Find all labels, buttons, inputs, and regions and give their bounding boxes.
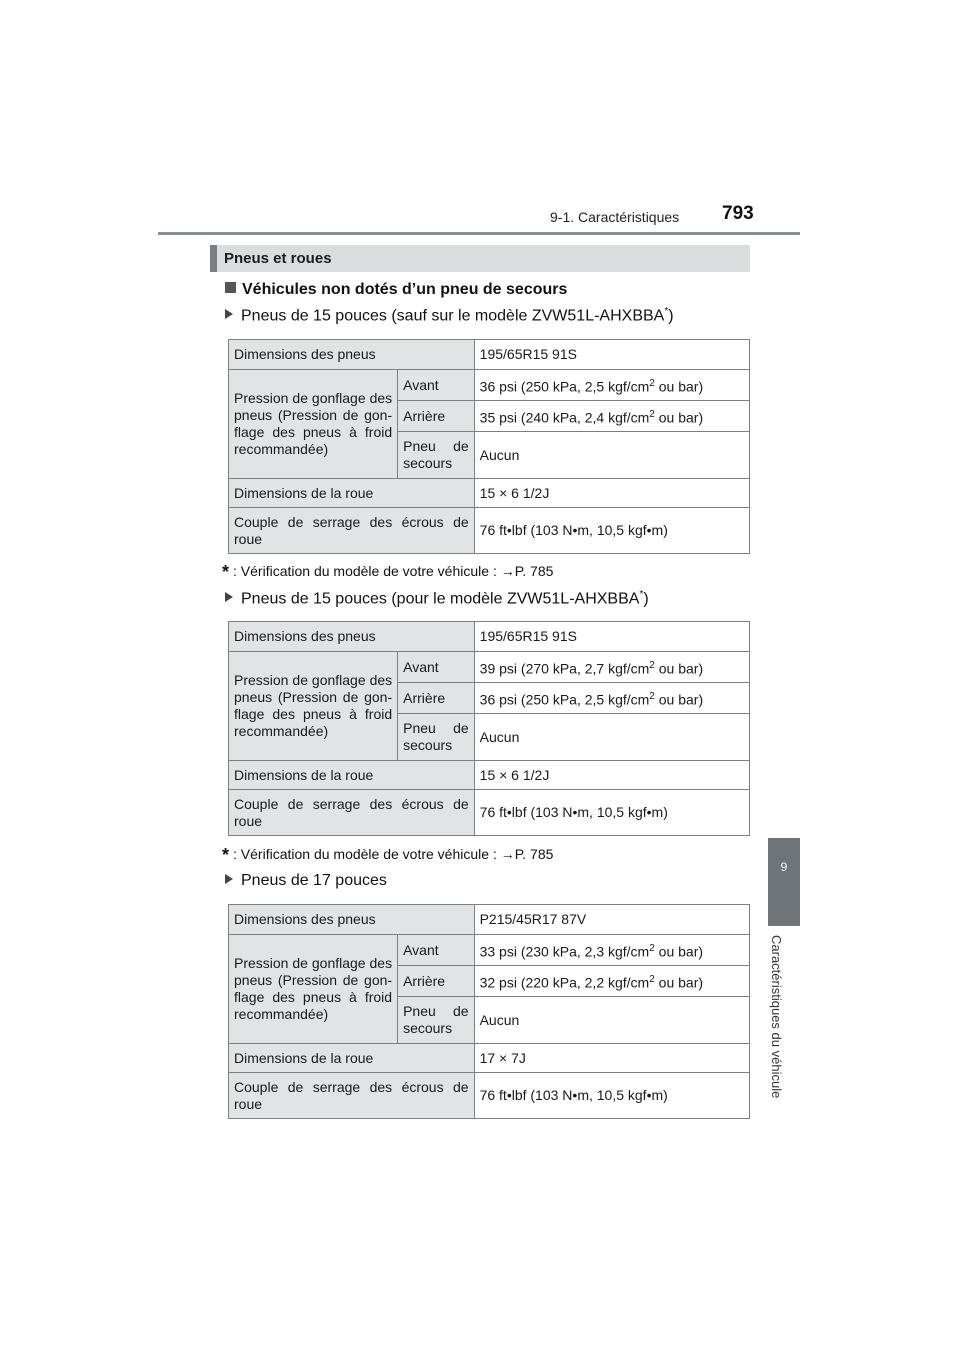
caption-end: ) [643,590,649,608]
front-label: Avant [398,652,475,683]
torque-value: 76 ft•lbf (103 N•m, 10,5 kgf•m) [474,790,749,836]
asterisk-mark: * [222,845,230,865]
chapter-tab [768,838,800,926]
front-label: Avant [398,935,475,966]
tire-spec-table [228,621,750,836]
subheading [225,281,567,299]
table-row [229,652,750,683]
pressure-text: 36 psi (250 kPa, 2,5 kgf/cm [479,691,650,708]
tire-size-value: 195/65R15 91S [474,340,749,370]
pressure-text: 32 psi (220 kPa, 2,2 kgf/cm [479,974,650,991]
front-pressure-value [474,370,749,401]
rear-label: Arrière [398,401,475,432]
superscript: 2 [649,408,655,420]
front-label: Avant [398,370,475,401]
table-caption [225,589,649,608]
wheel-size-value: 15 × 6 1/2J [474,479,749,508]
tire-size-label: Dimensions des pneus [229,905,475,935]
pressure-text: 33 psi (230 kPa, 2,3 kgf/cm [479,943,650,960]
torque-value: 76 ft•lbf (103 N•m, 10,5 kgf•m) [474,508,749,554]
superscript: 2 [649,942,655,954]
triangle-bullet-icon [225,592,233,602]
pressure-label: Pression de gonflage des pneus (Pression de gon-flage des pneus à froid recommandée) [229,370,398,479]
page-number: 793 [722,203,754,224]
tire-size-value: 195/65R15 91S [474,622,749,652]
asterisk-mark: * [639,589,644,600]
wheel-size-value: 17 × 7J [474,1044,749,1073]
rear-pressure-value [474,683,749,714]
torque-label: Couple de serrage des écrous de roue [229,1073,475,1119]
rear-pressure-value [474,966,749,997]
section-header: 9-1. Caractéristiques [550,209,680,225]
table-row [229,340,750,370]
section-title: Pneus et roues [224,250,332,267]
front-pressure-value [474,935,749,966]
pressure-tail: ou bar) [654,660,704,677]
footnote-text: : Vérification du modèle de votre véhicule : →P. 785 [233,563,554,579]
chapter-number: 9 [780,860,788,874]
table-caption [225,872,387,890]
wheel-size-label: Dimensions de la roue [229,1044,475,1073]
subheading-text: Véhicules non dotés d’un pneu de secours [242,281,568,298]
pressure-tail: ou bar) [654,691,704,708]
caption-end: ) [668,307,674,325]
torque-label: Couple de serrage des écrous de roue [229,790,475,836]
tire-size-value: P215/45R17 87V [474,905,749,935]
footnote-text: : Vérification du modèle de votre véhicule : →P. 785 [233,846,554,862]
caption-text: Pneus de 15 pouces (sauf sur le modèle ZVW51L-AHXBBA [241,307,665,325]
table-row [229,1073,750,1119]
tire-size-label: Dimensions des pneus [229,340,475,370]
table-row [229,508,750,554]
rear-label: Arrière [398,683,475,714]
header-divider [158,232,800,235]
table-row [229,790,750,836]
pressure-tail: ou bar) [654,943,704,960]
asterisk-mark: * [222,562,230,582]
pressure-label: Pression de gonflage des pneus (Pression de gon-flage des pneus à froid recommandée) [229,652,398,761]
footnote [222,845,553,866]
rear-label: Arrière [398,966,475,997]
pressure-label: Pression de gonflage des pneus (Pression de gon-flage des pneus à froid recommandée) [229,935,398,1044]
section-title-box [210,245,750,272]
wheel-size-value: 15 × 6 1/2J [474,761,749,790]
pressure-text: 36 psi (250 kPa, 2,5 kgf/cm [479,378,650,395]
pressure-tail: ou bar) [654,378,704,395]
caption-text: Pneus de 17 pouces [241,872,387,889]
torque-value: 76 ft•lbf (103 N•m, 10,5 kgf•m) [474,1073,749,1119]
chapter-label: Caractéristiques du véhicule [769,935,784,1099]
spare-label: Pneu de secours [398,714,475,761]
torque-label: Couple de serrage des écrous de roue [229,508,475,554]
pressure-tail: ou bar) [654,974,704,991]
superscript: 2 [649,659,655,671]
rear-pressure-value [474,401,749,432]
spare-value: Aucun [474,997,749,1044]
tire-spec-table [228,904,750,1119]
table-row [229,622,750,652]
table-row [229,935,750,966]
spare-value: Aucun [474,432,749,479]
front-pressure-value [474,652,749,683]
spare-value: Aucun [474,714,749,761]
footnote [222,562,553,583]
wheel-size-label: Dimensions de la roue [229,761,475,790]
superscript: 2 [649,690,655,702]
section-title-accent [210,245,217,272]
wheel-size-label: Dimensions de la roue [229,479,475,508]
asterisk-mark: * [664,306,669,317]
tire-spec-table [228,339,750,554]
pressure-tail: ou bar) [654,409,704,426]
table-caption [225,306,674,325]
square-bullet-icon [225,282,236,293]
triangle-bullet-icon [225,309,233,319]
pressure-text: 35 psi (240 kPa, 2,4 kgf/cm [479,409,650,426]
table-row [229,479,750,508]
pressure-text: 39 psi (270 kPa, 2,7 kgf/cm [479,660,650,677]
superscript: 2 [649,377,655,389]
spare-label: Pneu de secours [398,997,475,1044]
table-row [229,905,750,935]
triangle-bullet-icon [225,874,233,884]
table-row [229,761,750,790]
table-row [229,1044,750,1073]
spare-label: Pneu de secours [398,432,475,479]
tire-size-label: Dimensions des pneus [229,622,475,652]
caption-text: Pneus de 15 pouces (pour le modèle ZVW51L-AHXBBA [241,590,640,608]
table-row [229,370,750,401]
superscript: 2 [649,973,655,985]
